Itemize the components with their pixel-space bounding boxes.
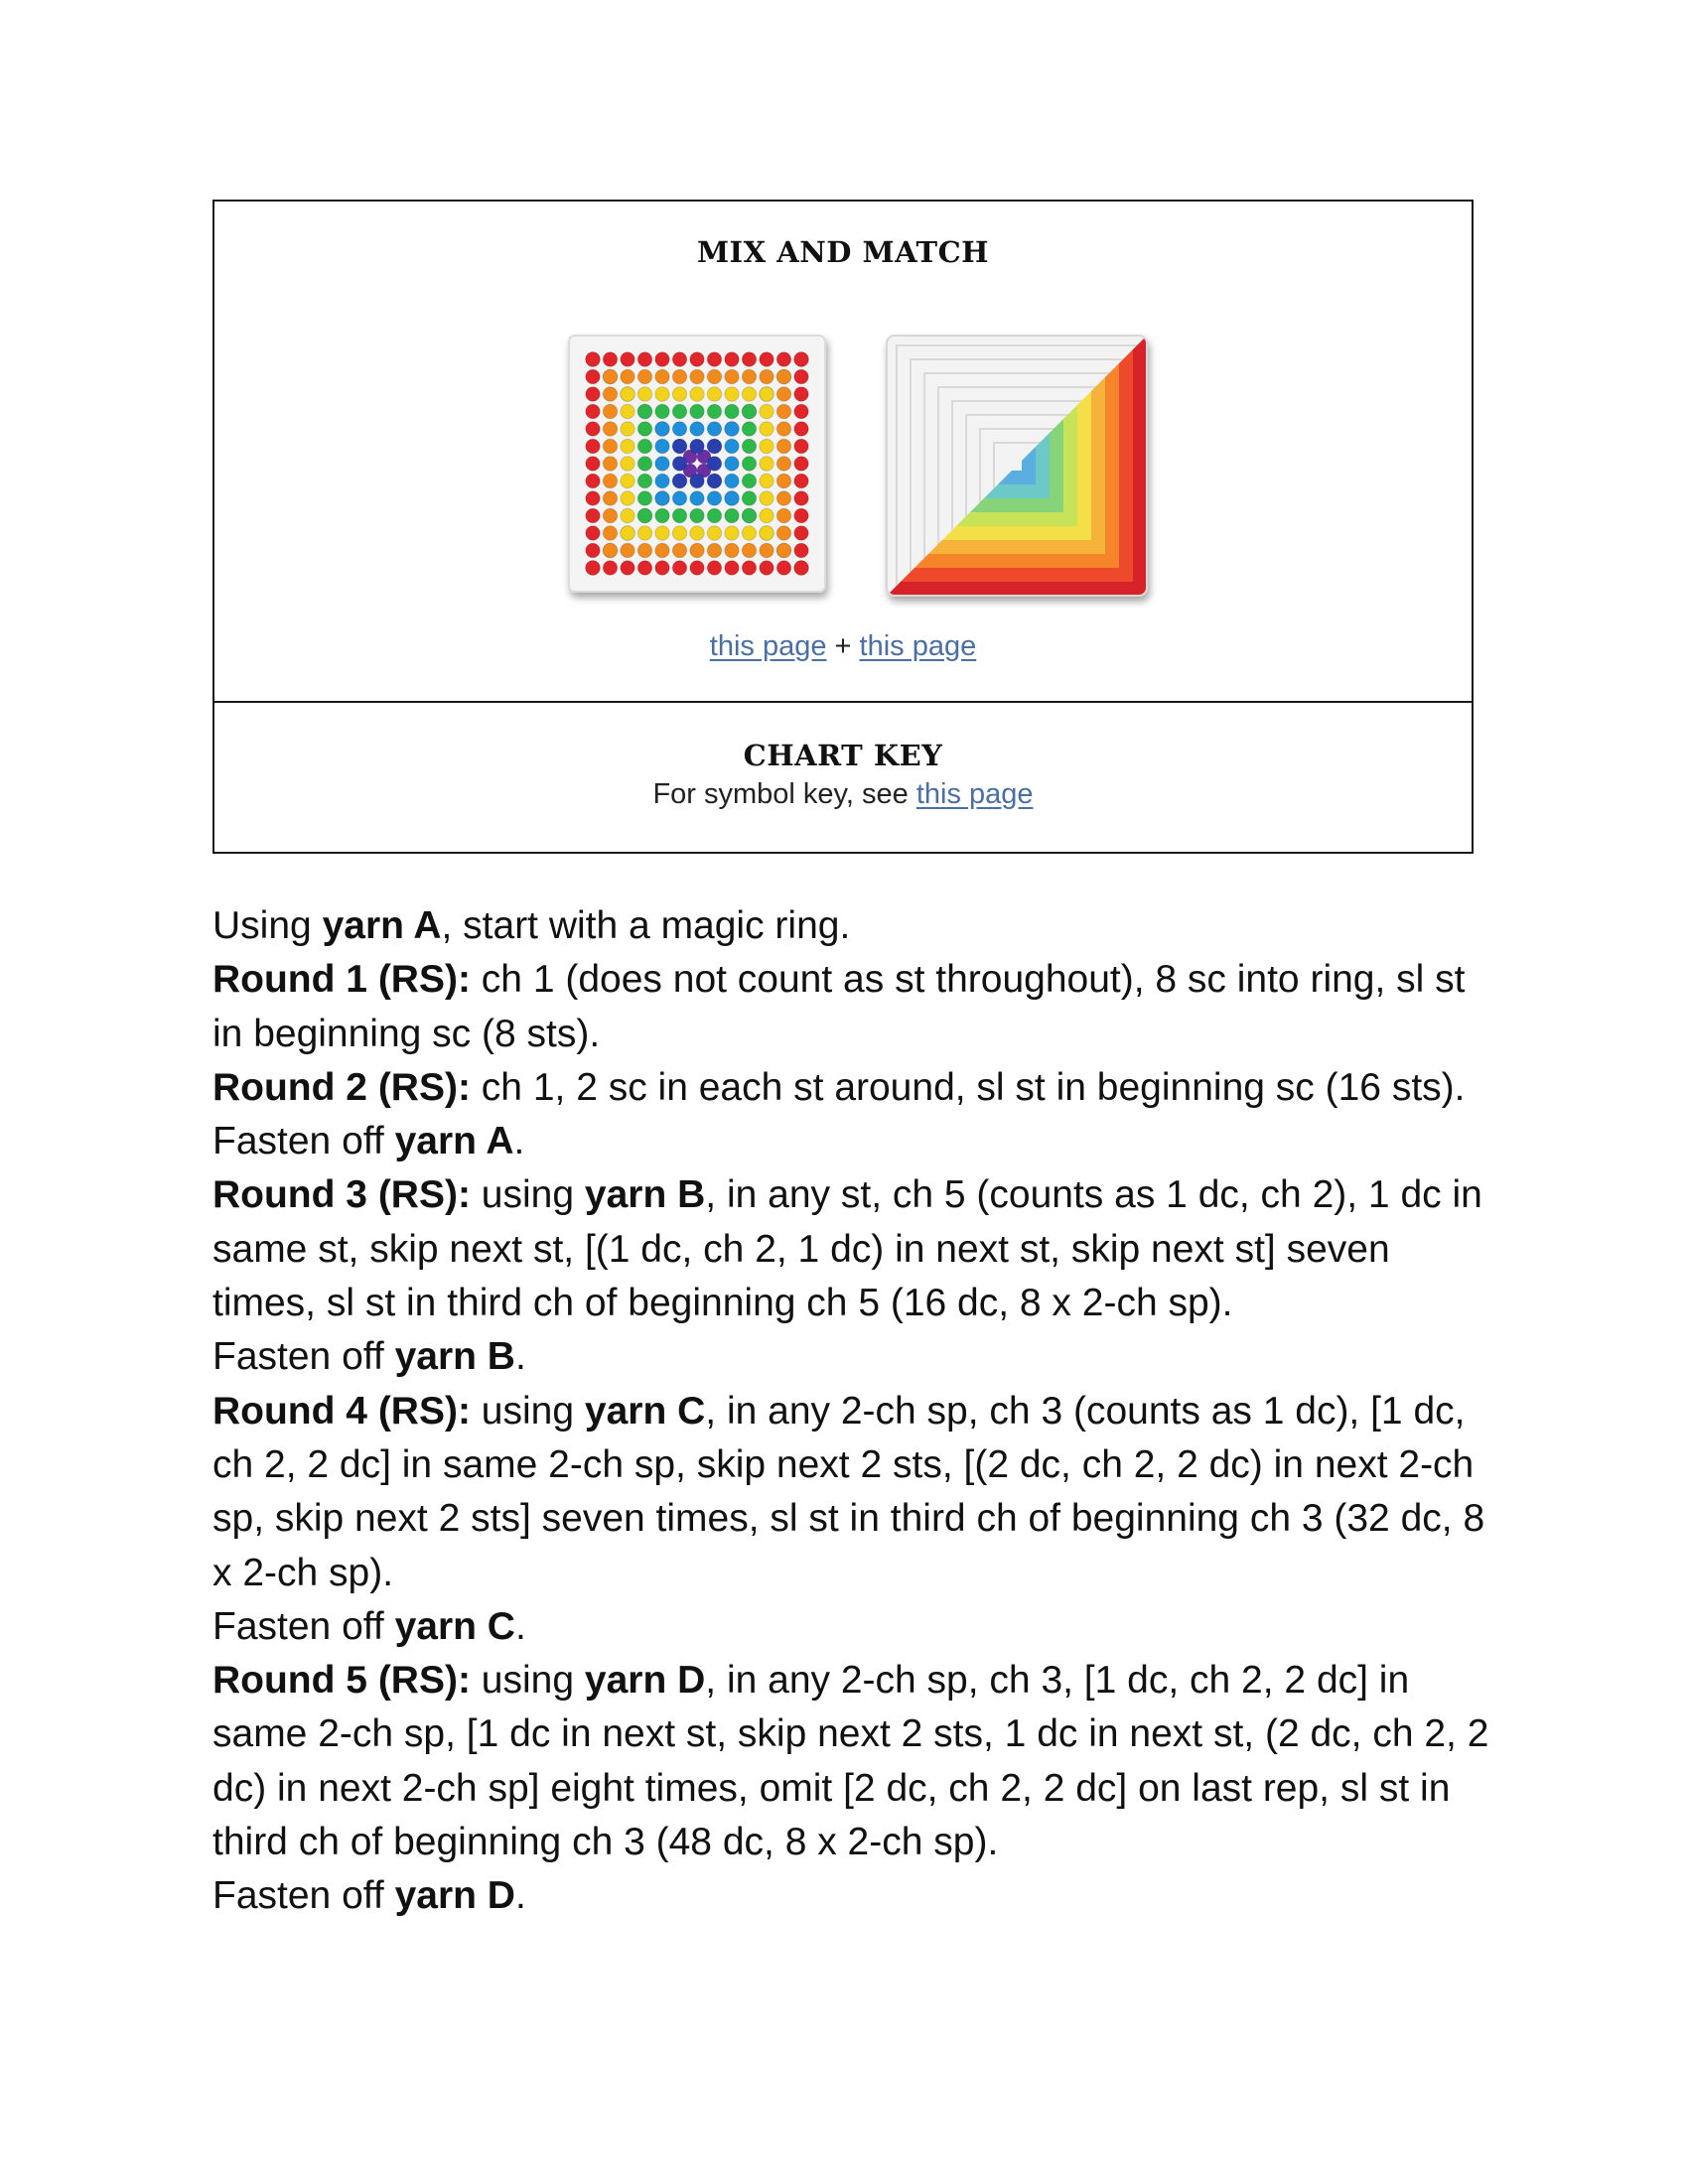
chart-key-text-line: [214, 778, 1472, 811]
mix-and-match-heading: MIX AND MATCH: [696, 235, 990, 269]
this-page-link-left[interactable]: this page: [709, 630, 827, 662]
intro-post: , start with a magic ring.: [441, 904, 851, 947]
chart-key-text: For symbol key, see: [652, 778, 909, 810]
round-3-text: , in any st, ch 5 (counts as 1 dc, ch 2), 1 dc in same st, skip next st, [(1 dc, ch 2, 1 dc) in next st, skip next st] seven times, sl st in third ch of beginning ch 5 (16 dc, 8 x 2-ch sp).: [212, 1173, 1482, 1325]
fasten-c-post: .: [514, 1604, 526, 1648]
fasten-c-yarn: yarn C: [394, 1604, 515, 1648]
fasten-a-pre: Fasten off: [212, 1120, 384, 1163]
round-2: [212, 1061, 1493, 1115]
round-4-pre: using: [470, 1389, 575, 1433]
pattern-instructions: [212, 899, 1493, 1924]
round-1-text: ch 1 (does not count as st throughout), 8 sc into ring, sl st in beginning sc (8 sts).: [212, 958, 1466, 1055]
round-3-label: Round 3 (RS):: [212, 1173, 471, 1217]
round-2-text: ch 1, 2 sc in each st around, sl st in beginning sc (16 sts).: [470, 1065, 1466, 1109]
round-4-text: , in any 2-ch sp, ch 3 (counts as 1 dc), [1 dc, ch 2, 2 dc] in same 2-ch sp, skip next 2 sts, [(2 dc, ch 2, 2 dc) in next 2-ch sp, skip next 2 sts] seven times, sl st in third ch of beginning ch 3 (32 dc, 8 x 2-ch sp).: [212, 1389, 1485, 1594]
round-5: [212, 1654, 1493, 1869]
fasten-a-post: .: [513, 1120, 525, 1163]
round-3-yarn: yarn B: [584, 1173, 706, 1217]
round-1: [212, 953, 1493, 1061]
round-3: [212, 1168, 1493, 1330]
round-4-yarn: yarn C: [584, 1389, 706, 1433]
link-separator: +: [834, 630, 852, 662]
info-table: [212, 200, 1474, 854]
fasten-c-pre: Fasten off: [212, 1604, 384, 1648]
mix-and-match-links: [214, 630, 1472, 663]
fasten-b-post: .: [514, 1335, 526, 1379]
fasten-d-yarn: yarn D: [394, 1874, 515, 1918]
fasten-off-a: [212, 1115, 1493, 1168]
fasten-b-yarn: yarn B: [394, 1335, 515, 1379]
round-5-yarn: yarn D: [584, 1659, 706, 1703]
round-5-label: Round 5 (RS):: [212, 1659, 471, 1703]
round-4: [212, 1385, 1493, 1600]
round-5-text: , in any 2-ch sp, ch 3, [1 dc, ch 2, 2 dc] in same 2-ch sp, [1 dc in next st, skip next 2 sts, 1 dc in next st, (2 dc, ch 2, 2 dc) in next 2-ch sp] eight times, omit [2 dc, ch 2, 2 dc] on last rep, sl st in third ch of beginning ch 3 (48 dc, 8 x 2-ch sp).: [212, 1659, 1489, 1864]
fasten-off-b: [212, 1330, 1493, 1384]
intro-yarn: yarn A: [322, 904, 442, 947]
fasten-off-c: [212, 1600, 1493, 1654]
round-3-pre: using: [470, 1173, 575, 1217]
chart-key-link[interactable]: this page: [915, 778, 1034, 810]
round-5-pre: using: [470, 1659, 575, 1703]
intro-pre: Using: [212, 904, 312, 947]
intro-line: [212, 899, 1493, 953]
fasten-d-pre: Fasten off: [212, 1874, 384, 1918]
fasten-a-yarn: yarn A: [394, 1120, 514, 1163]
mix-and-match-cell: [214, 202, 1472, 703]
fasten-off-d: [212, 1869, 1493, 1923]
this-page-link-right[interactable]: this page: [859, 630, 977, 662]
bobble-square-image: [557, 326, 845, 614]
fasten-b-pre: Fasten off: [212, 1335, 384, 1379]
round-4-label: Round 4 (RS):: [212, 1389, 471, 1433]
chart-key-heading: CHART KEY: [743, 739, 943, 772]
mix-and-match-images: [547, 321, 1143, 618]
diagonal-rainbow-square-image: [875, 326, 1163, 614]
fasten-d-post: .: [514, 1874, 526, 1918]
chart-key-cell: [214, 703, 1472, 852]
round-1-label: Round 1 (RS):: [212, 958, 471, 1002]
round-2-label: Round 2 (RS):: [212, 1065, 471, 1109]
